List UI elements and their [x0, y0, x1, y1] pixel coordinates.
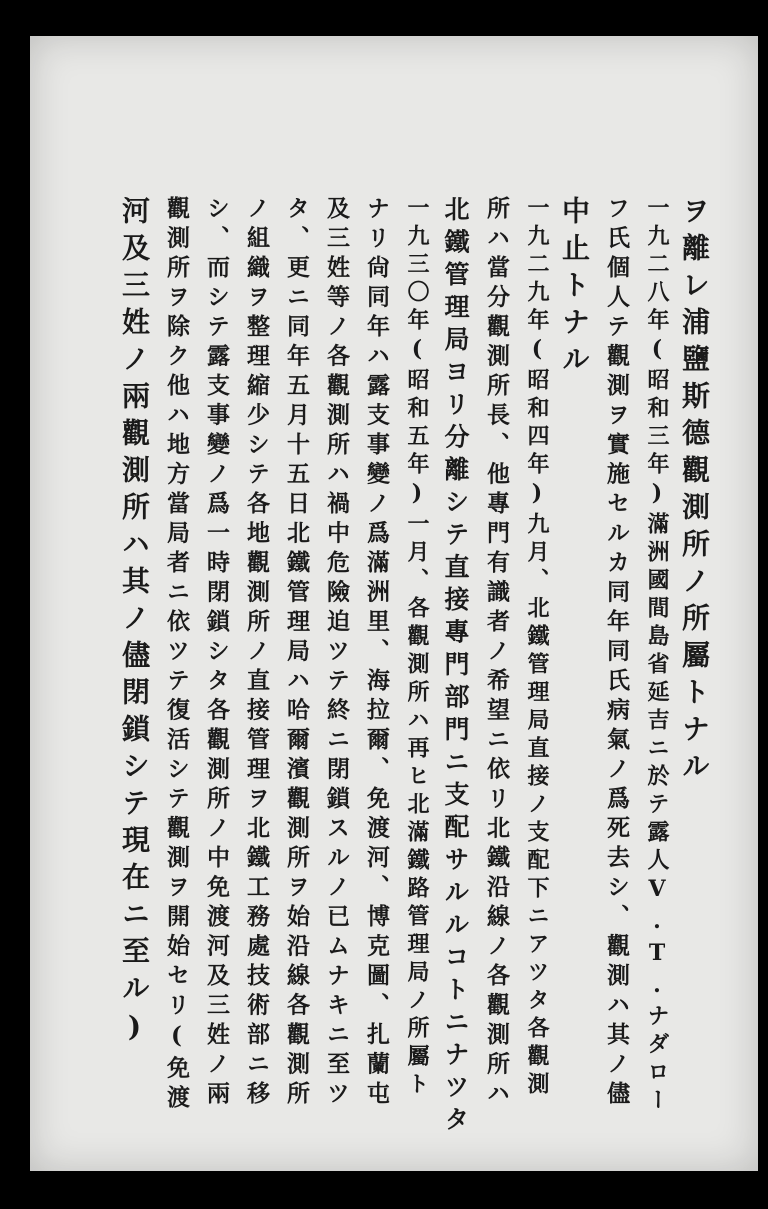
text-column-4: 中止トナル: [558, 196, 591, 381]
text-column-14: 觀測所ヲ除ク他ハ地方當局者ニ依ツテ復活シテ觀測ヲ開始セリ(免渡: [163, 196, 190, 1115]
text-column-1: ヲ離レ浦鹽斯德觀測所ノ所屬トナル: [678, 196, 711, 788]
document-page: [30, 36, 758, 1171]
text-column-9: ナリ尙同年ハ露支事變ノ爲滿洲里、海拉爾、免渡河、博克圖、扎蘭屯: [363, 196, 390, 1111]
text-column-12: ノ組織ヲ整理縮少シテ各地觀測所ノ直接管理ヲ北鐵工務處技術部ニ移: [243, 196, 270, 1111]
text-column-15: 河及三姓ノ兩觀測所ハ其ノ儘閉鎖シテ現在ニ至ル): [118, 196, 151, 1052]
text-column-10: 及三姓等ノ各觀測所ハ禍中危險迫ツテ終ニ閉鎖スルノ已ムナキニ至ツ: [323, 196, 350, 1111]
text-column-5: 一九二九年(昭和四年)九月、北鐵管理局直接ノ支配下ニアツタ各觀測: [524, 196, 550, 1100]
text-column-8: 一九三〇年(昭和五年)一月、各觀測所ハ再ヒ北滿鐵路管理局ノ所屬ト: [404, 196, 430, 1100]
text-column-7: 北鐵管理局ヨリ分離シテ直接專門部門ニ支配サルルコトニナツタ: [441, 196, 470, 1139]
text-column-11: タ、更ニ同年五月十五日北鐵管理局ハ哈爾濱觀測所ヲ始沿線各觀測所: [283, 196, 310, 1111]
text-column-2: 一九二八年(昭和三年)滿洲國間島省延吉ニ於テ露人V.T.ナダロー: [644, 196, 670, 1116]
text-column-13: シ、而シテ露支事變ノ爲一時閉鎖シタ各觀測所ノ中免渡河及三姓ノ兩: [203, 196, 230, 1111]
text-column-6: 所ハ當分觀測所長、他專門有識者ノ希望ニ依リ北鐵沿線ノ各觀測所ハ: [483, 196, 510, 1111]
text-column-3: フ氏個人テ觀測ヲ實施セルカ同年同氏病氣ノ爲死去シ、觀測ハ其ノ儘: [603, 196, 630, 1111]
